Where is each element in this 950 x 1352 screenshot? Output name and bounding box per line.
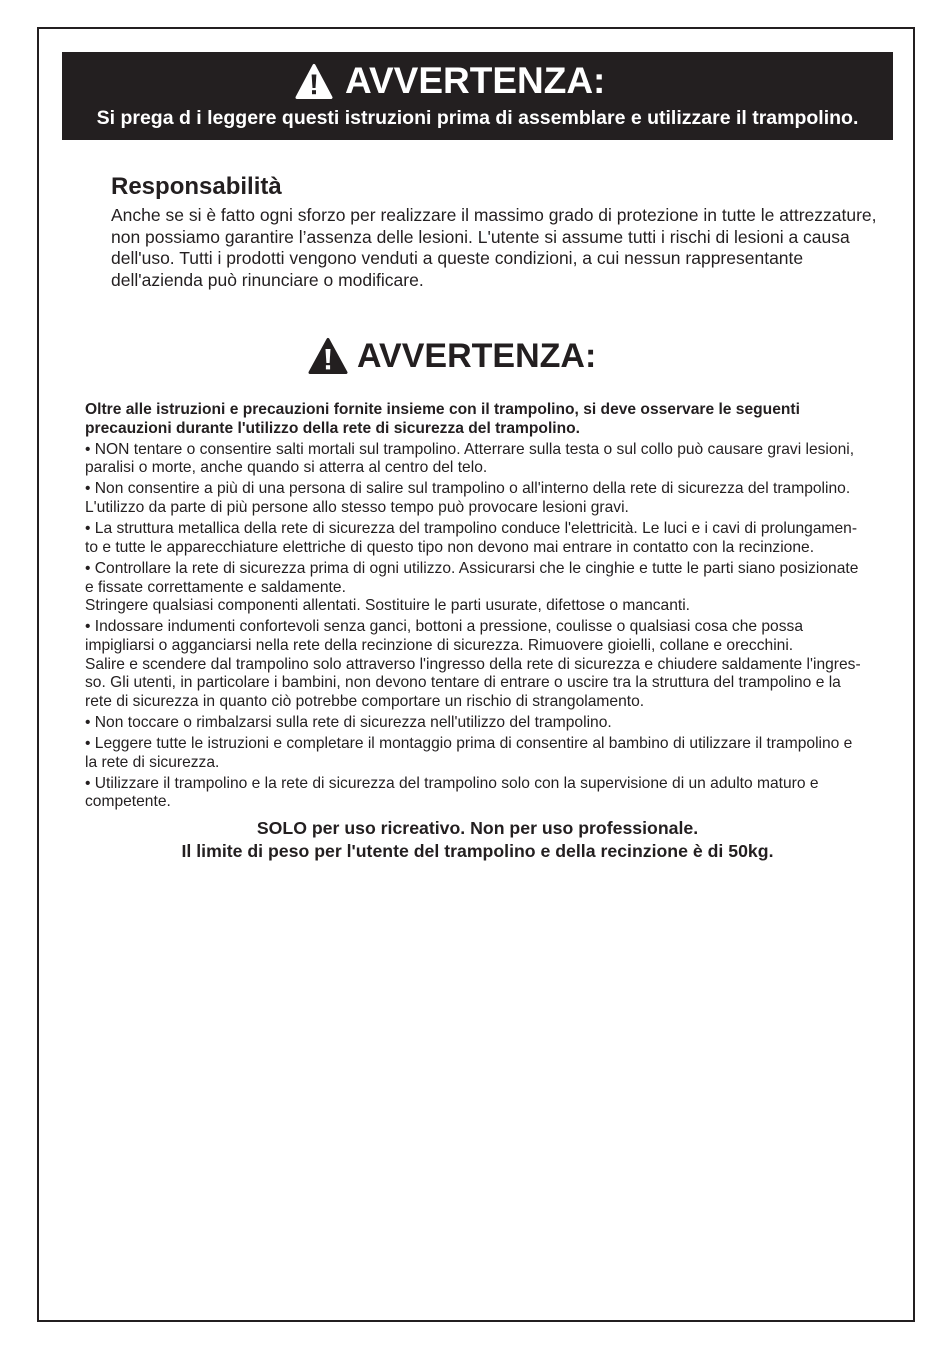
warning-item-line: la rete di sicurezza. bbox=[85, 753, 220, 771]
warning-item bbox=[85, 618, 861, 712]
safety-warning-title: AVVERTENZA: bbox=[357, 337, 597, 375]
warning-item-line: • Utilizzare il trampolino e la rete di sicurezza del trampolino solo con la supervisione di un adulto maturo e bbox=[85, 774, 819, 792]
responsibility-section bbox=[111, 173, 877, 292]
warning-item-line: impigliarsi o agganciarsi nella rete della recinzione di sicurezza. Rimuovere gioielli, collane e orecchini. bbox=[85, 636, 794, 654]
safety-intro-line: precauzioni durante l'utilizzo della rete di sicurezza del trampolino. bbox=[85, 419, 581, 437]
warning-item-line: Salire e scendere dal trampolino solo attraverso l'ingresso della rete di sicurezza e chiudere saldamente l'ingres- bbox=[85, 655, 861, 673]
warning-item bbox=[85, 560, 861, 616]
warning-item-line: L'utilizzo da parte di più persone allo stesso tempo può provocare lesioni gravi. bbox=[85, 499, 629, 517]
usage-note: SOLO per uso ricreativo. Non per uso professionale. bbox=[256, 818, 699, 838]
warning-banner bbox=[62, 52, 893, 140]
responsibility-line: dell'uso. Tutti i prodotti vengono venduti a queste condizioni, a cui nessun rappresentante bbox=[111, 248, 804, 269]
banner-subtitle: Si prega d i leggere questi istruzioni prima di assemblare e utilizzare il trampolino. bbox=[96, 107, 859, 129]
responsibility-line: non possiamo garantire l’assenza delle lesioni. L'utente si assume tutti i rischi di lesioni a causa bbox=[111, 226, 850, 247]
warning-item bbox=[85, 714, 861, 733]
warning-triangle-icon bbox=[295, 63, 333, 100]
usage-notes bbox=[62, 817, 893, 863]
warning-item-line: paralisi o morte, anche quando si atterra al centro del telo. bbox=[85, 459, 488, 477]
warning-item-line: • La struttura metallica della rete di sicurezza del trampolino conduce l'elettricità. Le luci e i cavi di prolungamen- bbox=[85, 520, 858, 538]
responsibility-line: dell'azienda può rinunciare o modificare. bbox=[111, 270, 424, 291]
weight-limit-note: Il limite di peso per l'utente del trampolino e della recinzione è di 50kg. bbox=[181, 841, 774, 861]
warning-item bbox=[85, 735, 861, 772]
warning-item bbox=[85, 480, 861, 517]
warning-item-line: • Non consentire a più di una persona di salire sul trampolino o all'interno della rete di sicurezza del trampolino. bbox=[85, 480, 851, 498]
safety-intro bbox=[85, 401, 861, 438]
warning-item-line: competente. bbox=[85, 793, 171, 811]
warning-item-line: • Leggere tutte le istruzioni e completare il montaggio prima di consentire al bambino di utilizzare il trampolino e bbox=[85, 735, 853, 753]
responsibility-line: Anche se si è fatto ogni sforzo per realizzare il massimo grado di protezione in tutte le attrezzature, bbox=[111, 205, 877, 225]
safety-warning-heading bbox=[308, 336, 596, 376]
responsibility-heading: Responsabilità bbox=[111, 173, 282, 200]
banner-title: AVVERTENZA: bbox=[345, 60, 606, 101]
warning-item-line: • NON tentare o consentire salti mortali sul trampolino. Atterrare sulla testa o sul collo può causare gravi lesioni, bbox=[85, 440, 855, 458]
warning-item-line: • Controllare la rete di sicurezza prima di ogni utilizzo. Assicurarsi che le cinghie e tutte le parti siano posizionate bbox=[85, 559, 859, 577]
warning-item bbox=[85, 520, 861, 557]
banner-heading bbox=[295, 61, 605, 101]
warning-triangle-icon bbox=[308, 337, 348, 375]
safety-instructions bbox=[85, 401, 861, 812]
warning-item-line: e fissate correttamente e saldamente. bbox=[85, 578, 346, 596]
safety-intro-line: Oltre alle istruzioni e precauzioni fornite insieme con il trampolino, si deve osservare le seguenti bbox=[85, 401, 800, 418]
warning-item-line: • Non toccare o rimbalzarsi sulla rete di sicurezza nell'utilizzo del trampolino. bbox=[85, 714, 612, 732]
warning-item-line: so. Gli utenti, in particolare i bambini, non devono tentare di entrare o uscire tra la struttura del trampolino e la bbox=[85, 674, 841, 692]
warning-item-line: rete di sicurezza in quanto ciò potrebbe comportare un rischio di strangolamento. bbox=[85, 693, 645, 711]
warning-item bbox=[85, 441, 861, 478]
warning-item-line: Stringere qualsiasi componenti allentati. Sostituire le parti usurate, difettose o mancanti. bbox=[85, 597, 691, 615]
warning-item bbox=[85, 775, 861, 812]
warning-item-line: • Indossare indumenti confortevoli senza ganci, bottoni a pressione, coulisse o qualsiasi cosa che possa bbox=[85, 618, 803, 636]
warning-item-line: to e tutte le apparecchiature elettriche di questo tipo non devono mai entrare in contatto con la recinzione. bbox=[85, 538, 815, 556]
responsibility-paragraph bbox=[111, 205, 877, 292]
